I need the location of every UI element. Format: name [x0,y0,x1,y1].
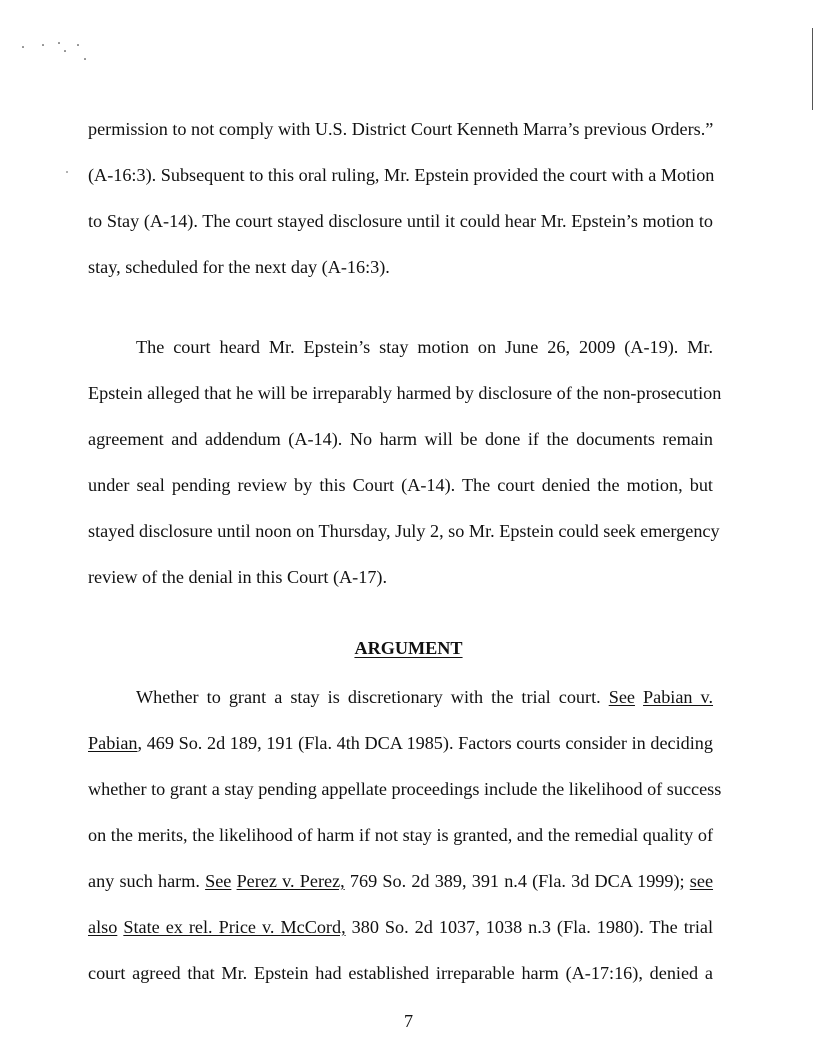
citation-signal: also [88,917,118,937]
text-line: court agreed that Mr. Epstein had established irreparable harm (A-17:16), denied a [88,963,713,983]
citation-signal: See [608,687,635,707]
paragraph-1 [88,119,713,303]
text-run: , 469 So. 2d 189, 191 (Fla. 4th DCA 1985). Factors courts consider in deciding [137,733,713,753]
text-line: to Stay (A-14). The court stayed disclosure until it could hear Mr. Epstein’s motion to [88,211,713,231]
text-run: any such harm. [88,871,206,891]
text-line: agreement and addendum (A-14). No harm will be done if the documents remain [88,429,713,449]
case-citation: Pabian [88,733,138,753]
text-line: permission to not comply with U.S. District Court Kenneth Marra’s previous Orders.” [88,119,714,139]
text-run: Whether to grant a stay is discretionary with the trial court. [136,687,609,707]
text-line: review of the denial in this Court (A-17). [88,567,388,587]
case-citation: State ex rel. Price v. McCord, [123,917,346,937]
text-line [88,733,713,779]
text-line [88,917,713,963]
citation-signal: See [205,871,232,891]
argument-paragraph [88,687,722,1009]
case-citation: Perez v. Perez, [236,871,345,891]
text-run: 769 So. 2d 389, 391 n.4 (Fla. 3d DCA 1999); [344,871,690,891]
text-line [88,871,713,917]
text-line: on the merits, the likelihood of harm if not stay is granted, and the remedial quality of [88,825,713,845]
text-line: stay, scheduled for the next day (A-16:3). [88,257,390,277]
scan-edge-line [812,28,813,110]
citation-signal: see [689,871,714,891]
scan-specks [20,40,90,70]
text-run: 380 So. 2d 1037, 1038 n.3 (Fla. 1980). The trial [345,917,713,937]
text-line: Epstein alleged that he will be irreparably harmed by disclosure of the non-prosecution [88,383,722,403]
section-heading: ARGUMENT [354,638,463,658]
text-line [88,687,713,733]
margin-mark [66,171,68,173]
text-line: (A-16:3). Subsequent to this oral ruling, Mr. Epstein provided the court with a Motion [88,165,715,185]
text-line: The court heard Mr. Epstein’s stay motion on June 26, 2009 (A-19). Mr. [136,337,713,357]
text-line: stayed disclosure until noon on Thursday, July 2, so Mr. Epstein could seek emergency [88,521,720,541]
case-citation: Pabian v. [643,687,714,707]
page-number: 7 [403,1011,414,1031]
paragraph-2 [88,337,722,613]
text-line: whether to grant a stay pending appellate proceedings include the likelihood of success [88,779,722,799]
text-line: under seal pending review by this Court (A-14). The court denied the motion, but [88,475,713,495]
